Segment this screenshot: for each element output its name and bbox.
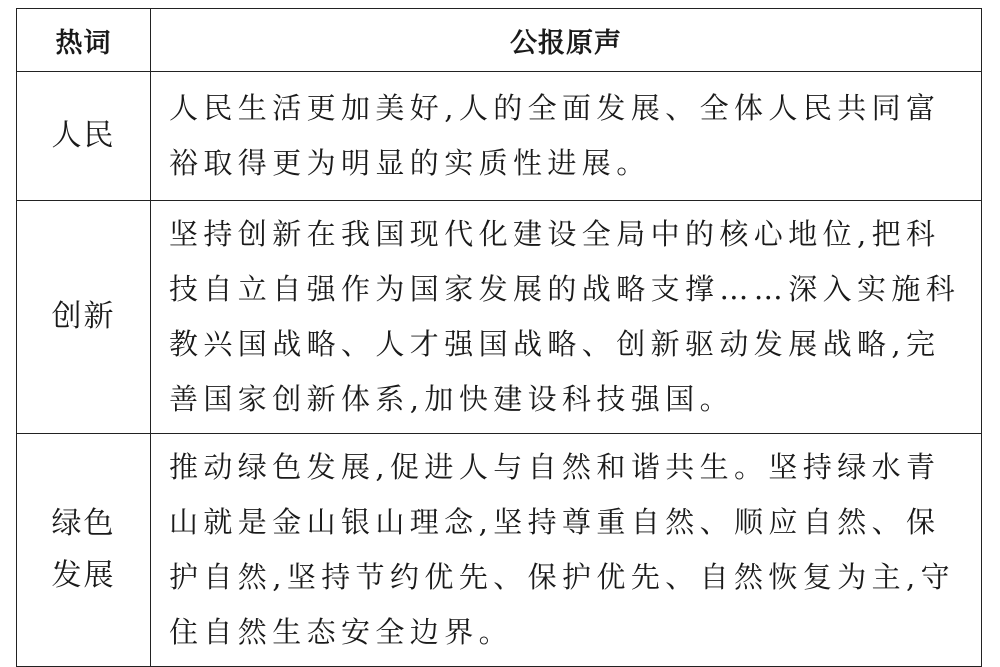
table-row	[17, 72, 982, 201]
keyword-line: 绿色	[51, 506, 116, 541]
table-row	[17, 201, 982, 434]
keyword-cell: 创新	[17, 201, 151, 434]
hotwords-table	[16, 8, 982, 667]
table-header-row	[17, 9, 982, 72]
keyword-cell: 人民	[17, 72, 151, 201]
keyword-line: 发展	[51, 558, 116, 593]
quote-cell: 推动绿色发展,促进人与自然和谐共生。坚持绿水青山就是金山银山理念,坚持尊重自然、顺应自然、保护自然,坚持节约优先、保护优先、自然恢复为主,守住自然生态安全边界。	[151, 434, 982, 667]
table-row	[17, 434, 982, 667]
keyword-cell	[17, 434, 151, 667]
header-keyword: 热词	[17, 9, 151, 72]
quote-cell: 人民生活更加美好,人的全面发展、全体人民共同富裕取得更为明显的实质性进展。	[151, 72, 982, 201]
quote-cell: 坚持创新在我国现代化建设全局中的核心地位,把科技自立自强作为国家发展的战略支撑……深入实施科教兴国战略、人才强国战略、创新驱动发展战略,完善国家创新体系,加快建设科技强国。	[151, 201, 982, 434]
header-quote: 公报原声	[151, 9, 982, 72]
